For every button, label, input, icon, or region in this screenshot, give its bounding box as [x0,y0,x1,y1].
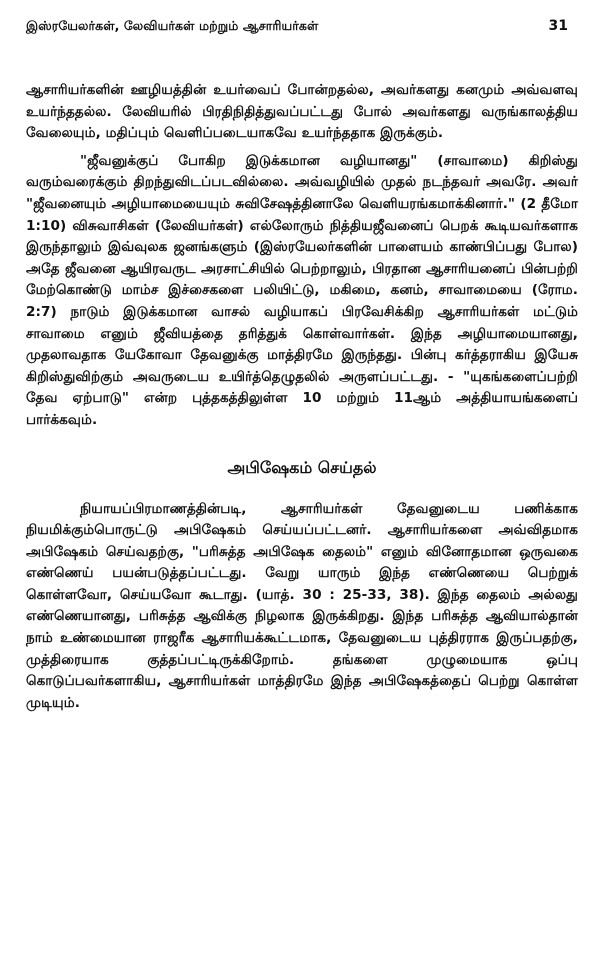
body-paragraph-1: ஆசாரியர்களின் ஊழியத்தின் உயர்வைப் போன்றதல்ல, அவர்களது கனமும் அவ்வளவு உயர்ந்ததல்ல. லேவியரில் பிரதிநிதித்துவப்பட்டது போல் அவர்களது வருங்காலத்திய வேலையும், மதிப்பும் வெளிப்படையாகவே உயர்ந்ததாக இருக்கும். [26,82,578,142]
running-header-title: இஸ்ரயேலர்கள், லேவியர்கள் மற்றும் ஆசாரியர்கள் [26,18,319,33]
body-paragraph-3: நியாயப்பிரமாணத்தின்படி, ஆசாரியர்கள் தேவனுடைய பணிக்காக நியமிக்கும்பொருட்டு அபிஷேகம் செய்யப்பட்டனர். ஆசாரியர்களை அவ்விதமாக அபிஷேகம் செய்வதற்கு, "பரிசுத்த அபிஷேக தைலம்" எனும் வினோதமான ஒருவகை எண்ணெய் பயன்படுத்தப்பட்டது. வேறு யாரும் இந்த எண்ணெயை பெற்றுக் கொள்ளவோ, செய்யவோ கூடாது. (யாத். 30 : 25-33, 38). இந்த தைலம் அல்லது எண்ணெயானது, பரிசுத்த ஆவிக்கு நிழலாக இருக்கிறது. இந்த பரிசுத்த ஆவியால்தான் நாம் உண்மையான ராஜரீக ஆசாரியக்கூட்டமாக, தேவனுடைய புத்திரராக இருப்பதற்கு, முத்திரையாக குத்தப்பட்டிருக்கிறோம். தங்களை முழுமையாக ஒப்பு கொடுப்பவர்களாகிய, ஆசாரியர்கள் மாத்திரமே இந்த அபிஷேகத்தைப் பெற்று கொள்ள முடியும். [26,500,578,711]
page-number: 31 [548,18,568,34]
body-paragraph-2: "ஜீவனுக்குப் போகிற இடுக்கமான வழியானது" (சாவாமை) கிறிஸ்து வரும்வரைக்கும் திறந்துவிடப்படவில்லை. அவ்வழியில் முதல் நடந்தவர் அவரே. அவர் "ஜீவனையும் அழியாமையையும் சுவிசேஷத்தினாலே வெளியரங்கமாக்கினார்." (2 தீமோ 1:10) விசுவாசிகள் (லேவியர்கள்) எல்லோரும் நித்தியஜீவனைப் பெறக் கூடியவர்களாக இருந்தாலும் இவ்வுலக ஜனங்களும் (இஸ்ரயேலர்களின் பாளையம் காண்பிப்பது போல) அதே ஜீவனை ஆயிரவருட அரசாட்சியில் பெற்றாலும், பிரதான ஆசாரியனைப் பின்பற்றி மேற்கொண்டு மாம்ச இச்சைகளை பலியிட்டு, மகிமை, கனம், சாவாமையை (ரோம. 2:7) நாடும் இடுக்கமான வாசல் வழியாகப் பிரவேசிக்கிற ஆசாரியர்கள் மட்டும் சாவாமை எனும் ஜீவியத்தை தரித்துக் கொள்வார்கள். இந்த அழியாமையானது, முதலாவதாக யேகோவா தேவனுக்கு மாத்திரமே இருந்தது. பின்பு கர்த்தராகிய இயேசு கிறிஸ்துவிற்கும் அவருடைய உயிர்த்தெழுதலில் அருளப்பட்டது. - "யுகங்களைப்பற்றி தேவ ஏற்பாடு" என்ற புத்தகத்திலுள்ள 10 மற்றும் 11ஆம் அத்தியாயங்களைப் பார்க்கவும். [26,152,578,428]
section-heading: அபிஷேகம் செய்தல் [227,457,377,477]
running-header [26,18,578,44]
